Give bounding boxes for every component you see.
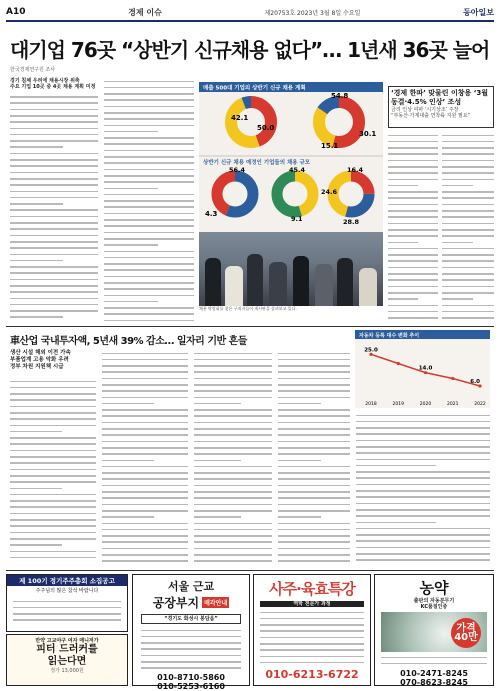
ad5-lines bbox=[381, 654, 487, 667]
body-text-block bbox=[102, 350, 188, 564]
text-line bbox=[102, 558, 188, 564]
text-line bbox=[10, 314, 63, 320]
news-photo bbox=[199, 232, 383, 306]
sidebar-column-2 bbox=[442, 132, 494, 326]
ad2-line-1: 만약 고교야구 여자 매니저가 bbox=[35, 638, 99, 644]
x-tick-label: 2021 bbox=[447, 402, 459, 407]
ad3-title-row-2 bbox=[133, 594, 249, 611]
x-tick-label: 2019 bbox=[392, 402, 404, 407]
body-text-block bbox=[442, 132, 494, 321]
ad3-title-2: 공장부지 bbox=[152, 596, 200, 610]
ads-divider bbox=[6, 570, 494, 571]
text-line bbox=[194, 558, 272, 564]
ad5-sub-2: KC품질인증 bbox=[420, 604, 448, 610]
data-label: 54.8 bbox=[331, 92, 349, 100]
data-label: 14.0 bbox=[418, 365, 433, 372]
sidebar-heading: ‘경제 한파’ 맞물린 이창용 ‘3월 동결·4.5% 인상’ 조성 bbox=[391, 89, 488, 106]
text-line bbox=[10, 554, 96, 560]
x-tick-label: 2022 bbox=[474, 402, 486, 407]
text-line bbox=[388, 315, 438, 321]
article2-column-2 bbox=[102, 350, 188, 566]
body-text-block bbox=[10, 378, 96, 561]
ad3-body: “경기도 화성시 봉담읍” bbox=[141, 614, 241, 624]
ad1-title: 제 100기 정기주주총회 소집공고 bbox=[7, 575, 127, 586]
data-point bbox=[451, 377, 454, 380]
article-sub: 주요 기업 10곳 중 4곳 채용 계획 미정 bbox=[10, 84, 96, 91]
ad3-title-row bbox=[133, 575, 249, 594]
ad4-lines bbox=[260, 609, 364, 666]
donut-scale-2 bbox=[277, 166, 313, 223]
body-text-block bbox=[104, 78, 194, 324]
data-label: 56.4 bbox=[229, 166, 246, 174]
donut-2023 bbox=[319, 92, 376, 150]
infographic-chart bbox=[199, 82, 383, 232]
data-point bbox=[397, 362, 400, 365]
body-text-block bbox=[194, 350, 272, 564]
ad2-line-3: 읽는다면 bbox=[47, 656, 87, 667]
article2-headline: 車산업 국내투자액, 5년새 39% 감소… 일자리 기반 흔들 bbox=[10, 336, 247, 347]
data-label: 25.0 bbox=[364, 347, 378, 354]
ad4-title: 사주·육효특강 bbox=[269, 580, 355, 598]
photo-figure bbox=[315, 264, 333, 306]
body-text-block bbox=[10, 94, 98, 321]
main-headline: 대기업 76곳 “상반기 신규채용 없다”… 1년새 36곳 늘어 bbox=[10, 38, 490, 62]
infographic-title-1: 매출 500대 기업의 상반기 신규 채용 계획 bbox=[203, 85, 306, 92]
text-line bbox=[356, 557, 490, 563]
x-tick-label: 2020 bbox=[419, 402, 432, 407]
data-label: 4.3 bbox=[205, 210, 218, 218]
data-label: 9.1 bbox=[291, 215, 303, 223]
photo-caption: 채용 박람회를 찾은 구직자들이 게시판을 살펴보고 있다. bbox=[199, 306, 297, 311]
text-line bbox=[104, 317, 194, 323]
ad-shareholders-notice[interactable] bbox=[6, 574, 128, 632]
article-column-1 bbox=[10, 78, 98, 326]
sidebar-sub-2: “부동산·가계대출 연착륙 지원 필요” bbox=[391, 113, 471, 119]
data-label: 24.6 bbox=[321, 188, 338, 196]
data-label: 16.4 bbox=[347, 166, 364, 174]
infographic bbox=[199, 82, 383, 232]
data-label: 28.8 bbox=[343, 218, 360, 226]
infographic-title-2: 상반기 신규 채용 예정인 기업들의 채용 규모 bbox=[203, 160, 311, 166]
ad3-lines bbox=[141, 627, 241, 671]
data-label: 45.4 bbox=[289, 166, 306, 174]
ad5-phone-1[interactable]: 010-2471-8245 bbox=[400, 668, 468, 678]
photo-figure bbox=[359, 268, 377, 306]
ad3-phone-2[interactable]: 010-5253-6160 bbox=[157, 682, 225, 691]
data-label: 15.1 bbox=[321, 142, 339, 150]
text-line bbox=[442, 315, 494, 321]
section-name: 경제 이슈 bbox=[128, 7, 162, 17]
photo-figure bbox=[247, 254, 263, 306]
ad-book[interactable] bbox=[6, 634, 128, 686]
ad3-title: 서울 근교 bbox=[167, 580, 215, 593]
ad2-line-2: 피터 드러커를 bbox=[36, 644, 98, 655]
photo-figure bbox=[337, 258, 353, 306]
ad-factory-site[interactable] bbox=[132, 574, 250, 691]
line-chart-svg bbox=[355, 330, 490, 408]
price-badge: 가격 40만 bbox=[451, 618, 481, 648]
sidebar-column-1 bbox=[388, 132, 438, 326]
issue-meta: 제20753호 2023년 3월 8일 수요일 bbox=[264, 9, 361, 17]
byline: 한국경제연구원 조사 bbox=[10, 67, 56, 73]
ad4-phone[interactable]: 010-6213-6722 bbox=[265, 667, 359, 681]
product-image bbox=[381, 612, 487, 652]
photo-figure bbox=[205, 258, 221, 306]
photo-figure bbox=[225, 266, 243, 306]
article-lead: 경기 침체 우려에 채용시장 위축 bbox=[10, 78, 80, 84]
article2-sub-2: 부품업계 고용 악화 우려 bbox=[10, 357, 69, 363]
donut-scale-1 bbox=[205, 166, 253, 218]
article2-subheads bbox=[10, 350, 96, 371]
section-divider bbox=[6, 326, 494, 327]
article2-column-3 bbox=[194, 350, 272, 566]
article-column-2 bbox=[104, 78, 194, 326]
body-text-block bbox=[278, 350, 350, 564]
article2-sub-3: 정부 차원 지원책 시급 bbox=[10, 364, 64, 370]
ad5-phone-2[interactable]: 070-8623-8245 bbox=[400, 677, 468, 687]
article2-column-1 bbox=[10, 378, 96, 566]
line-chart bbox=[355, 330, 490, 408]
newspaper-name: 동아일보 bbox=[463, 7, 494, 17]
x-tick-label: 2018 bbox=[365, 402, 377, 407]
page-number: A10 bbox=[6, 7, 26, 17]
data-label: 30.1 bbox=[359, 130, 377, 138]
ad3-phone-1[interactable]: 010-8710-5860 bbox=[157, 673, 225, 683]
ad3-title-3: 매각안내 bbox=[202, 597, 229, 608]
page-header bbox=[6, 4, 494, 22]
ad4-body: 역학 전문가 과정 bbox=[260, 601, 364, 607]
data-label: 6.0 bbox=[470, 379, 480, 385]
ad-sprayer[interactable] bbox=[374, 574, 494, 686]
data-label: 42.1 bbox=[231, 114, 249, 122]
donut-scale-3 bbox=[321, 166, 369, 226]
body-text-block bbox=[356, 412, 490, 563]
data-label: 50.0 bbox=[257, 124, 275, 132]
photo-figure bbox=[269, 262, 287, 306]
body-text-block bbox=[388, 132, 438, 321]
ad1-lines bbox=[13, 598, 121, 623]
text-line bbox=[278, 558, 350, 564]
photo-figure bbox=[293, 256, 309, 306]
ad1-body: 주주님의 많은 참석 바랍니다 bbox=[35, 588, 99, 594]
article2-column-5 bbox=[356, 412, 490, 566]
donut-2022 bbox=[231, 102, 274, 142]
ad5-title: 농약 bbox=[419, 579, 449, 597]
article2-column-4 bbox=[278, 350, 350, 566]
chart-title: 자동차 등록 대수 변화 추이 bbox=[359, 332, 420, 339]
sidebar-sub: 금리 인상 여파 ‘시기상조’ 주장 bbox=[391, 107, 459, 113]
article2-sub-1: 생산 시설 해외 이전 가속 bbox=[10, 350, 71, 356]
ad2-foot: 정가 13,000원 bbox=[50, 668, 84, 674]
ad-saju-lecture[interactable] bbox=[253, 574, 371, 686]
ad5-sub: 출판의 자동분무기 bbox=[413, 598, 455, 604]
sidebar-box bbox=[388, 86, 494, 128]
